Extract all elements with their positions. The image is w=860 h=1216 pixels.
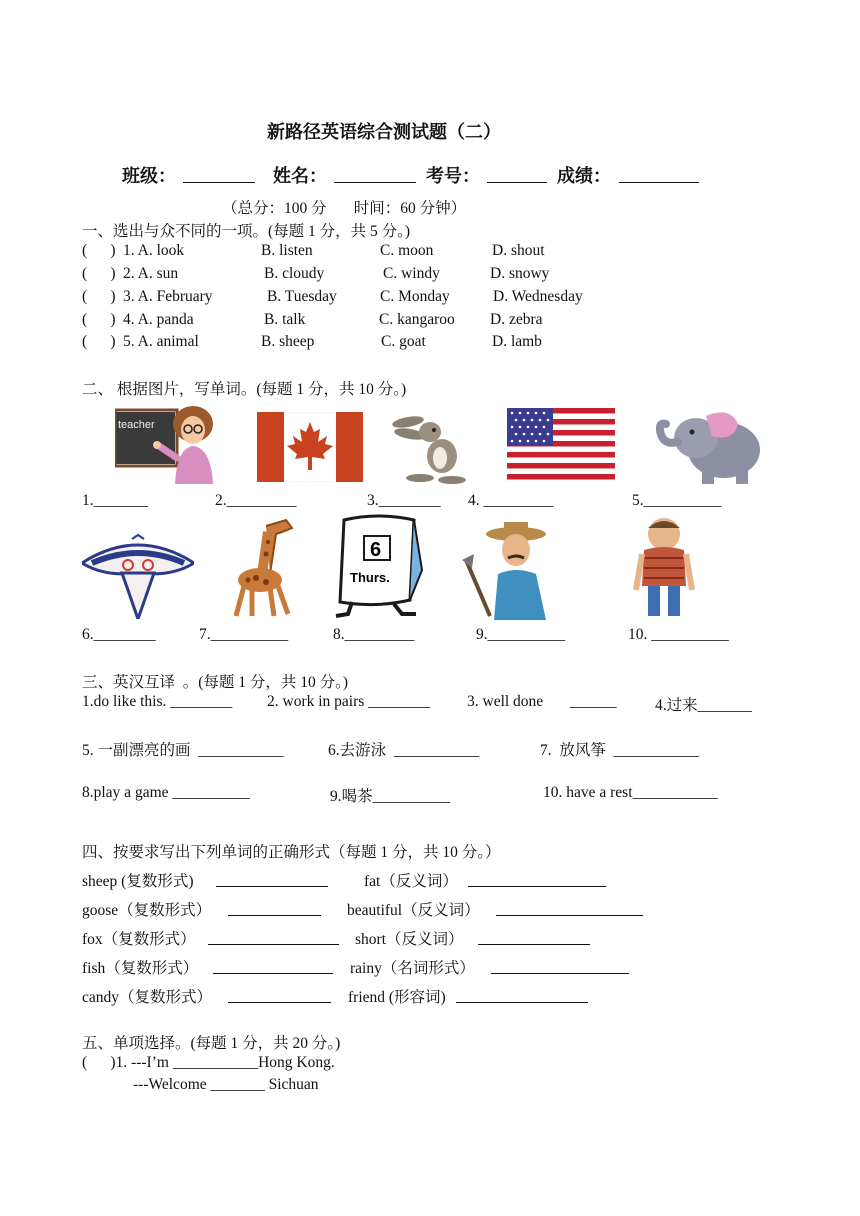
blank-1[interactable]: 1._______: [82, 492, 148, 509]
translate-item-8[interactable]: 8.play a game __________: [82, 784, 250, 801]
bracket[interactable]: ( ): [82, 311, 116, 328]
calendar-picture: [330, 510, 426, 620]
name-label: 姓名：: [273, 166, 327, 186]
giraffe-picture: [226, 514, 308, 618]
teacher-picture: [115, 402, 223, 484]
board-text: teacher: [118, 419, 155, 431]
calendar-day: Thurs.: [350, 570, 390, 585]
answer-blank[interactable]: [456, 986, 588, 1003]
word-form-left: goose（复数形式）: [82, 902, 212, 919]
option-c: C. moon: [380, 242, 434, 259]
translate-item-9[interactable]: 9.喝茶__________: [330, 788, 451, 805]
farmer-picture: [460, 520, 566, 620]
word-form-right: beautiful（反义词）: [347, 902, 480, 919]
page-title: 新路径英语综合测试题（二）: [267, 122, 501, 142]
usa-flag-picture: [507, 408, 615, 480]
option-b: B. sheep: [261, 333, 315, 350]
blank-3[interactable]: 3.________: [367, 492, 441, 509]
option-d: D. shout: [492, 242, 545, 259]
translate-item-3-blank[interactable]: ______: [570, 693, 617, 710]
answer-blank[interactable]: [491, 957, 629, 974]
translate-item-10[interactable]: 10. have a rest___________: [543, 784, 718, 801]
blank-10[interactable]: 10. __________: [628, 626, 729, 643]
word-form-left: candy（复数形式）: [82, 989, 213, 1006]
answer-blank[interactable]: [496, 899, 643, 916]
section5-heading: 五、单项选择。(每题 1 分，共 20 分。): [82, 1035, 341, 1052]
exam-info: （总分：100 分 时间：60 分钟）: [222, 200, 467, 217]
option-d: D. zebra: [490, 311, 543, 328]
answer-blank[interactable]: [208, 928, 339, 945]
blank-2[interactable]: 2._________: [215, 492, 297, 509]
class-field[interactable]: [183, 166, 255, 183]
blank-7[interactable]: 7.__________: [199, 626, 289, 643]
option-d: D. Wednesday: [493, 288, 583, 305]
translate-item-2[interactable]: 2. work in pairs ________: [267, 693, 431, 710]
translate-item-1[interactable]: 1.do like this. ________: [82, 693, 233, 710]
bracket[interactable]: ( ): [82, 265, 116, 282]
translate-item-5[interactable]: 5. 一副漂亮的画 ___________: [82, 742, 284, 759]
option-c: C. Monday: [380, 288, 450, 305]
option-a: 3. A. February: [123, 288, 213, 305]
answer-blank[interactable]: [228, 986, 331, 1003]
bracket[interactable]: ( ): [82, 288, 116, 305]
blank-5[interactable]: 5.__________: [632, 492, 722, 509]
section1-heading: 一、选出与众不同的一项。(每题 1 分，共 5 分。): [82, 223, 411, 240]
option-b: B. Tuesday: [267, 288, 337, 305]
number-label: 考号：: [426, 166, 480, 186]
class-label: 班级：: [122, 166, 176, 186]
kite-picture: [82, 533, 194, 619]
option-a: 4. A. panda: [123, 311, 194, 328]
blank-8[interactable]: 8._________: [333, 626, 415, 643]
word-form-left: fish（复数形式）: [82, 960, 199, 977]
option-c: C. goat: [381, 333, 426, 350]
number-field[interactable]: [487, 166, 547, 183]
option-a: 2. A. sun: [123, 265, 179, 282]
word-form-left: fox（复数形式）: [82, 931, 196, 948]
question-1-line1[interactable]: ( )1. ---I’m ___________Hong Kong.: [82, 1054, 335, 1071]
blank-4[interactable]: 4. _________: [468, 492, 554, 509]
word-form-right: fat（反义词）: [364, 873, 458, 890]
score-field[interactable]: [619, 166, 699, 183]
tired-man-picture: [628, 516, 700, 620]
option-b: B. cloudy: [264, 265, 325, 282]
bracket[interactable]: ( ): [82, 333, 116, 350]
section4-heading: 四、按要求写出下列单词的正确形式（每题 1 分，共 10 分。）: [82, 844, 501, 861]
answer-blank[interactable]: [478, 928, 590, 945]
word-form-right: friend (形容词): [348, 989, 446, 1006]
answer-blank[interactable]: [228, 899, 321, 916]
answer-blank[interactable]: [213, 957, 333, 974]
option-c: C. kangaroo: [379, 311, 455, 328]
option-a: 1. A. look: [123, 242, 185, 259]
word-form-right: rainy（名词形式）: [350, 960, 475, 977]
blank-6[interactable]: 6.________: [82, 626, 156, 643]
answer-blank[interactable]: [468, 870, 606, 887]
option-b: B. talk: [264, 311, 306, 328]
translate-item-3: 3. well done: [467, 693, 544, 710]
blank-9[interactable]: 9.__________: [476, 626, 566, 643]
option-b: B. listen: [261, 242, 313, 259]
option-c: C. windy: [383, 265, 440, 282]
section2-heading: 二、 根据图片，写单词。(每题 1 分，共 10 分。): [82, 381, 407, 398]
section3-heading: 三、英汉互译 。(每题 1 分，共 10 分。): [82, 674, 349, 691]
question-1-line2[interactable]: ---Welcome _______ Sichuan: [133, 1076, 319, 1093]
translate-item-7[interactable]: 7. 放风筝 ___________: [540, 742, 699, 759]
option-d: D. snowy: [490, 265, 550, 282]
canada-flag-picture: [257, 412, 363, 482]
answer-blank[interactable]: [216, 870, 328, 887]
rabbit-picture: [390, 408, 476, 486]
name-field[interactable]: [334, 166, 416, 183]
word-form-right: short（反义词）: [355, 931, 464, 948]
elephant-picture: [656, 402, 766, 488]
calendar-number: 6: [370, 539, 382, 561]
score-label: 成绩：: [557, 166, 611, 186]
word-form-left: sheep (复数形式): [82, 873, 194, 890]
option-a: 5. A. animal: [123, 333, 199, 350]
translate-item-4[interactable]: 4.过来_______: [655, 697, 752, 714]
option-d: D. lamb: [492, 333, 542, 350]
translate-item-6[interactable]: 6.去游泳 ___________: [328, 742, 480, 759]
bracket[interactable]: ( ): [82, 242, 116, 259]
